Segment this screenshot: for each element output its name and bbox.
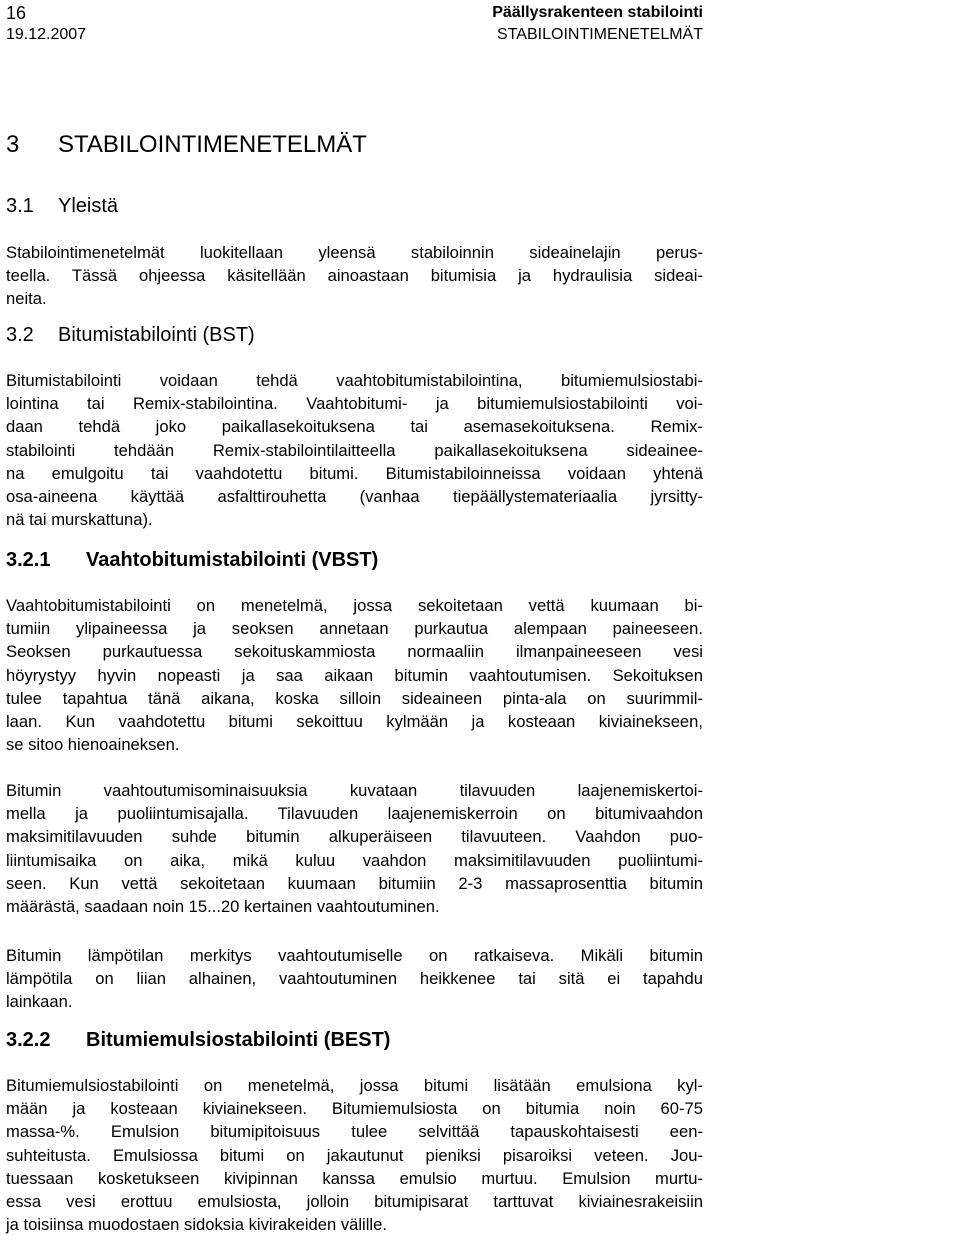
paragraph-4	[6, 779, 703, 918]
section-number: 3.2.1	[6, 549, 51, 571]
text-line: Vaahtobitumistabilointi on menetelmä, jossa sekoitetaan vettä kuumaan bi-	[6, 596, 703, 615]
text-line: tulee tapahtua tänä aikana, koska silloin sideaineen pinta-ala on suurimmil-	[6, 688, 703, 708]
section-number: 3.2	[6, 324, 34, 346]
text-line: liintumisaika on aika, mikä kuluu vaahdon maksimitilavuuden puoliintumi-	[6, 850, 703, 870]
section-number: 3.2.2	[6, 1029, 51, 1051]
section-heading-3-1	[6, 192, 118, 220]
text-line: tuessaan kosketukseen kivipinnan kanssa emulsio murtuu. Emulsion murtu-	[6, 1168, 703, 1188]
text-line: lointina tai Remix-stabilointina. Vaahtobitumi- ja bitumiemulsiostabilointi voi-	[6, 394, 703, 414]
text-line: neita.	[6, 289, 47, 309]
text-line: ja toisiinsa muodostaen sidoksia kivirakeiden välille.	[6, 1215, 387, 1235]
text-line: maksimitilavuuden suhde bitumin alkuperäiseen tilavuuteen. Vaahdon puo-	[6, 827, 703, 847]
chapter-title: STABILOINTIMENETELMÄT	[58, 131, 367, 158]
text-line: nä tai murskattuna).	[6, 510, 153, 530]
text-line: stabilointi tehdään Remix-stabilointilaitteella paikallasekoituksena sideainee-	[6, 440, 703, 460]
text-line: mään ja kosteaan kiviainekseen. Bitumiemulsiosta on bitumia noin 60-75	[6, 1099, 703, 1119]
text-line: Bitumistabilointi voidaan tehdä vaahtobitumistabilointina, bitumiemulsiostabi-	[6, 371, 703, 390]
text-line: lainkaan.	[6, 992, 73, 1012]
paragraph-1	[6, 241, 703, 311]
text-line: Bitumin vaahtoutumisominaisuuksia kuvataan tilavuuden laajenemiskertoi-	[6, 781, 703, 800]
section-heading-3-2	[6, 321, 255, 349]
text-line: daan tehdä joko paikallasekoituksena tai asemasekoituksena. Remix-	[6, 417, 703, 437]
section-heading-3-2-2	[6, 1026, 390, 1054]
header-chapter-title: STABILOINTIMENETELMÄT	[497, 26, 703, 43]
paragraph-6	[6, 1074, 703, 1236]
paragraph-2	[6, 369, 703, 531]
text-line: lämpötila on liian alhainen, vaahtoutuminen heikkenee tai sitä ei tapahdu	[6, 969, 703, 989]
section-title: Bitumistabilointi (BST)	[58, 324, 255, 346]
header-section-title: Päällysrakenteen stabilointi	[492, 4, 703, 21]
paragraph-3	[6, 594, 703, 756]
section-heading-3-2-1	[6, 546, 378, 574]
text-line: määrästä, saadaan noin 15...20 kertainen vaahtoutuminen.	[6, 897, 440, 917]
text-line: osa-aineena käyttää asfalttirouhetta (vanhaa tiepäällystemateriaalia jyrsitty-	[6, 487, 703, 507]
text-line: mella ja puoliintumisajalla. Tilavuuden laajenemiskerroin on bitumivaahdon	[6, 804, 703, 824]
text-line: Stabilointimenetelmät luokitellaan yleensä stabiloinnin sideainelajin perus-	[6, 243, 703, 262]
section-title: Vaahtobitumistabilointi (VBST)	[86, 549, 379, 571]
text-line: teella. Tässä ohjeessa käsitellään ainoastaan bitumisia ja hydraulisia sideai-	[6, 266, 703, 286]
text-line: tumiin ylipaineessa ja seoksen annetaan purkautua alempaan paineeseen.	[6, 619, 703, 639]
section-number: 3.1	[6, 195, 34, 217]
text-line: laan. Kun vaahdotettu bitumi sekoittuu kylmään ja kosteaan kiviainekseen,	[6, 712, 703, 732]
section-title: Bitumiemulsiostabilointi (BEST)	[86, 1029, 391, 1051]
chapter-number: 3	[6, 131, 20, 158]
page-number: 16	[6, 3, 27, 23]
text-line: essa vesi erottuu emulsiosta, jolloin bitumipisarat tarttuvat kiviainesrakeisiin	[6, 1192, 703, 1212]
text-line: Bitumiemulsiostabilointi on menetelmä, jossa bitumi lisätään emulsiona kyl-	[6, 1076, 703, 1095]
text-line: Seoksen purkautuessa sekoituskammiosta normaaliin ilmanpaineeseen vesi	[6, 642, 703, 662]
text-line: seen. Kun vettä sekoitetaan kuumaan bitumiin 2-3 massaprosenttia bitumin	[6, 873, 703, 893]
chapter-heading	[6, 128, 367, 162]
page-header-right	[492, 2, 703, 46]
header-date: 19.12.2007	[6, 26, 87, 43]
section-title: Yleistä	[58, 195, 119, 217]
text-line: na emulgoitu tai vaahdotettu bitumi. Bitumistabiloinneissa voidaan yhtenä	[6, 463, 703, 483]
text-line: se sitoo hienoaineksen.	[6, 735, 180, 755]
text-line: massa-%. Emulsion bitumipitoisuus tulee selvittää tapauskohtaisesti een-	[6, 1122, 703, 1142]
text-line: suhteitusta. Emulsiossa bitumi on jakautunut pieniksi pisaroiksi veteen. Jou-	[6, 1145, 703, 1165]
text-line: Bitumin lämpötilan merkitys vaahtoutumiselle on ratkaiseva. Mikäli bitumin	[6, 946, 703, 965]
text-line: höyrystyy hyvin nopeasti ja saa aikaan bitumin vaahtoutumisen. Sekoituksen	[6, 665, 703, 685]
page-header-left	[6, 2, 86, 46]
paragraph-5	[6, 944, 703, 1014]
